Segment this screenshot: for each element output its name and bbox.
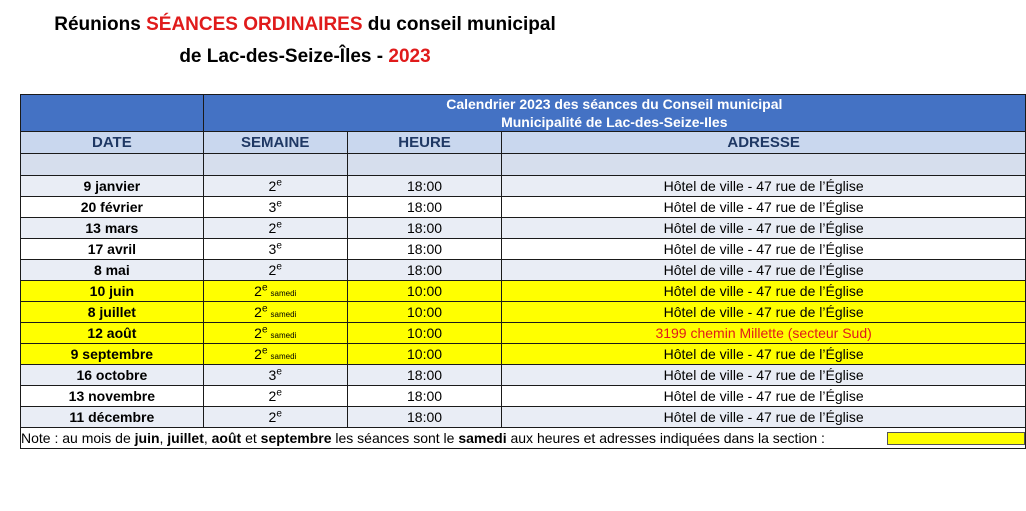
time-cell: 10:00 [347,302,502,323]
week-cell [203,281,347,302]
week-ordinal: e [261,345,268,357]
date-cell: 16 octobre [21,365,204,386]
week-ordinal: e [261,303,268,315]
week-number: 2 [254,304,262,320]
title-highlight: SÉANCES ORDINAIRES [146,14,363,35]
address-cell: Hôtel de ville - 47 rue de l’Église [502,197,1026,218]
date-cell: 9 janvier [21,176,204,197]
table-row [21,365,1026,386]
table-row [21,281,1026,302]
time-cell: 10:00 [347,281,502,302]
table-row [21,260,1026,281]
table-row [21,218,1026,239]
week-cell [203,302,347,323]
table-row [21,176,1026,197]
date-cell: 12 août [21,323,204,344]
address-cell: Hôtel de ville - 47 rue de l’Église [502,281,1026,302]
saturday-label: samedi [270,331,297,340]
column-header-week: SEMAINE [203,132,347,154]
week-number: 2 [268,262,277,278]
table-row [21,302,1026,323]
week-number: 2 [268,178,277,194]
date-cell: 13 mars [21,218,204,239]
week-cell [203,323,347,344]
date-cell: 8 juillet [21,302,204,323]
week-number: 2 [254,325,262,341]
address-cell: Hôtel de ville - 47 rue de l’Église [502,386,1026,407]
date-cell: 9 septembre [21,344,204,365]
week-cell [203,218,347,239]
week-number: 3 [268,367,277,383]
address-cell: Hôtel de ville - 47 rue de l’Église [502,239,1026,260]
date-cell: 17 avril [21,239,204,260]
week-cell [203,197,347,218]
week-cell [203,386,347,407]
time-cell: 10:00 [347,323,502,344]
note-month-july: juillet [167,429,204,446]
week-ordinal: e [276,177,282,189]
note-row [21,428,1026,449]
week-ordinal: e [276,408,282,420]
address-cell: 3199 chemin Millette (secteur Sud) [502,323,1026,344]
saturday-label: samedi [270,352,297,361]
week-cell [203,344,347,365]
title-year: 2023 [388,46,431,67]
week-cell [203,365,347,386]
time-cell: 18:00 [347,176,502,197]
title-municipality: de Lac-des-Seize-Îles - [179,46,389,67]
week-number: 2 [254,346,262,362]
note-text: , [159,429,168,446]
address-cell: Hôtel de ville - 47 rue de l’Église [502,344,1026,365]
date-cell: 8 mai [21,260,204,281]
time-cell: 18:00 [347,239,502,260]
title-prefix: Réunions [54,14,147,35]
spacer-cell [203,154,347,176]
week-cell [203,407,347,428]
date-cell: 11 décembre [21,407,204,428]
spacer-cell [347,154,502,176]
week-ordinal: e [276,198,282,210]
table-row [21,344,1026,365]
note-text: et [241,429,261,446]
address-cell: Hôtel de ville - 47 rue de l’Église [502,218,1026,239]
address-cell: Hôtel de ville - 47 rue de l’Église [502,260,1026,281]
spacer-row [21,154,1026,176]
table-row [21,197,1026,218]
week-number: 2 [268,388,277,404]
week-ordinal: e [276,219,282,231]
note-text: aux heures et adresses indiquées dans la section : [506,429,825,446]
week-ordinal: e [261,324,268,336]
week-number: 2 [254,283,262,299]
time-cell: 18:00 [347,407,502,428]
time-cell: 18:00 [347,365,502,386]
table-header-row [21,95,1026,132]
saturday-label: samedi [270,310,297,319]
column-header-time: HEURE [347,132,502,154]
time-cell: 18:00 [347,197,502,218]
week-ordinal: e [261,282,268,294]
date-cell: 10 juin [21,281,204,302]
week-cell [203,260,347,281]
note-text: les séances sont le [331,429,459,446]
address-cell: Hôtel de ville - 47 rue de l’Église [502,365,1026,386]
date-cell: 20 février [21,197,204,218]
time-cell: 18:00 [347,386,502,407]
saturday-label: samedi [270,289,297,298]
spacer-cell [502,154,1026,176]
header-blank-cell [21,95,204,132]
week-number: 3 [268,241,277,257]
week-ordinal: e [276,240,282,252]
address-cell: Hôtel de ville - 47 rue de l’Église [502,407,1026,428]
week-ordinal: e [276,261,282,273]
note-text: Note : au mois de [21,429,135,446]
time-cell: 10:00 [347,344,502,365]
calendar-table [20,94,1026,449]
note-cell [21,428,1026,449]
address-cell: Hôtel de ville - 47 rue de l’Église [502,176,1026,197]
calendar-header [203,95,1025,132]
note-saturday: samedi [458,429,507,446]
week-cell [203,239,347,260]
address-cell: Hôtel de ville - 47 rue de l’Église [502,302,1026,323]
spacer-cell [21,154,204,176]
note-text: , [203,429,212,446]
title-suffix: du conseil municipal [362,14,556,35]
title-line-2 [0,45,610,69]
note-month-june: juin [134,429,160,446]
table-row [21,239,1026,260]
column-header-address: ADRESSE [502,132,1026,154]
table-row [21,323,1026,344]
week-number: 3 [268,199,277,215]
week-cell [203,176,347,197]
yellow-legend-swatch [887,432,1025,445]
note-month-september: septembre [260,429,332,446]
calendar-header-title: Calendrier 2023 des séances du Conseil municipal [446,96,783,112]
calendar-header-subtitle: Municipalité de Lac-des-Seize-Iles [501,114,728,130]
title-line-1 [0,13,610,37]
note-month-august: août [211,429,242,446]
date-cell: 13 novembre [21,386,204,407]
table-row [21,407,1026,428]
table-row [21,386,1026,407]
time-cell: 18:00 [347,218,502,239]
week-ordinal: e [276,366,282,378]
week-ordinal: e [276,387,282,399]
time-cell: 18:00 [347,260,502,281]
week-number: 2 [268,220,277,236]
week-number: 2 [268,409,277,425]
column-header-row [21,132,1026,154]
column-header-date: DATE [21,132,204,154]
